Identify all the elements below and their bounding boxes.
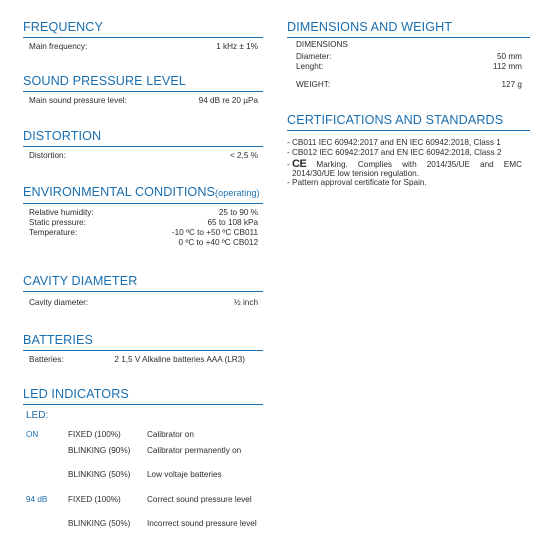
spl-label: Main sound pressure level:	[29, 96, 127, 105]
temperature-value-2: 0 ºC to +40 ºC CB012	[178, 238, 258, 247]
batteries-row	[23, 355, 263, 365]
bullet: -	[287, 138, 290, 147]
frequency-row	[23, 42, 263, 52]
led-state: ON	[26, 430, 39, 439]
led-label-row	[23, 411, 263, 423]
led-mode: FIXED (100%)	[68, 495, 121, 504]
humidity-row	[23, 208, 263, 218]
dimensions-subheading: DIMENSIONS	[296, 40, 348, 49]
led-desc: Incorrect sound pressure level	[147, 519, 257, 528]
certification-text: CB012 IEC 60942:2017 and EN IEC 60942:2018, Class 2	[292, 147, 502, 157]
ce-mark-icon: CE	[292, 158, 307, 170]
spl-section	[23, 74, 263, 106]
temperature-row-2	[23, 238, 263, 248]
led-label: LED:	[26, 410, 49, 421]
dimensions-section	[287, 20, 530, 90]
spl-row	[23, 96, 263, 106]
cavity-heading: CAVITY DIAMETER	[23, 274, 263, 292]
certification-text: CB011 IEC 60942:2017 and EN IEC 60942:2018, Class 1	[292, 138, 501, 147]
led-heading: LED INDICATORS	[23, 387, 263, 405]
humidity-value: 25 to 90 %	[218, 208, 258, 217]
distortion-label: Distortion:	[29, 151, 66, 160]
batteries-value: 2 1,5 V Alkaline batteries AAA (LR3)	[114, 355, 245, 364]
distortion-value: < 2,5 %	[230, 151, 258, 160]
distortion-heading: DISTORTION	[23, 129, 263, 147]
temperature-row	[23, 228, 263, 238]
led-section	[23, 387, 263, 529]
frequency-section	[23, 20, 263, 52]
distortion-row	[23, 151, 263, 161]
certification-item	[287, 178, 522, 188]
bullet: -	[287, 160, 290, 169]
length-value: 112 mm	[493, 62, 522, 71]
ce-text-line2: 2014/30/UE low tension regulation.	[292, 168, 419, 178]
diameter-value: 50 mm	[496, 52, 522, 61]
environment-title: ENVIRONMENTAL CONDITIONS	[23, 185, 216, 199]
spl-value: 94 dB re 20 µPa	[198, 96, 258, 105]
frequency-label: Main frequency:	[29, 42, 88, 51]
frequency-heading: FREQUENCY	[23, 20, 263, 38]
led-row	[23, 495, 263, 505]
led-row	[23, 519, 263, 529]
certifications-section	[287, 113, 530, 188]
led-mode: BLINKING (90%)	[68, 446, 131, 455]
weight-value: 127 g	[501, 80, 522, 89]
bullet: -	[287, 178, 290, 187]
led-mode: BLINKING (50%)	[68, 519, 131, 528]
led-desc: Low voltaje batteries	[147, 470, 222, 479]
batteries-heading: BATTERIES	[23, 333, 263, 351]
length-label: Lenght:	[296, 62, 324, 71]
cavity-section	[23, 274, 263, 308]
batteries-label: Batteries:	[29, 355, 64, 364]
environment-subtitle: (operating)	[215, 188, 260, 198]
pressure-label: Static pressure:	[29, 218, 86, 227]
dimensions-sub-row	[287, 40, 530, 50]
certification-item	[287, 138, 522, 148]
diameter-row	[287, 52, 530, 62]
led-desc: Correct sound pressure level	[147, 495, 252, 504]
temperature-label: Temperature:	[29, 228, 78, 237]
certification-item	[287, 148, 522, 158]
spl-heading: SOUND PRESSURE LEVEL	[23, 74, 263, 92]
ce-text-line1: Marking. Complies with 2014/35/UE and EMC	[316, 160, 522, 169]
humidity-label: Relative humidity:	[29, 208, 94, 217]
led-mode: BLINKING (50%)	[68, 470, 131, 479]
frequency-value: 1 kHz ± 1%	[216, 42, 258, 51]
dimensions-heading: DIMENSIONS AND WEIGHT	[287, 20, 530, 38]
pressure-row	[23, 218, 263, 228]
led-row	[23, 430, 263, 440]
cavity-value: ½ inch	[233, 298, 258, 307]
weight-label: WEIGHT:	[296, 80, 331, 89]
cavity-row	[23, 298, 263, 308]
cavity-label: Cavity diameter:	[29, 298, 89, 307]
certification-item	[287, 160, 522, 178]
led-row	[23, 470, 263, 480]
pressure-value: 65 to 108 kPa	[207, 218, 258, 227]
led-mode: FIXED (100%)	[68, 430, 121, 439]
batteries-section	[23, 333, 263, 365]
bullet: -	[287, 147, 290, 157]
certifications-list	[287, 138, 530, 188]
environment-section	[23, 185, 263, 248]
led-state: 94 dB	[26, 495, 48, 504]
certification-text: Pattern approval certificate for Spain.	[292, 178, 427, 187]
weight-row	[287, 80, 530, 90]
led-row	[23, 446, 263, 456]
certifications-heading: CERTIFICATIONS AND STANDARDS	[287, 113, 530, 131]
length-row	[287, 62, 530, 72]
temperature-value-1: -10 ºC to +50 ºC CB011	[171, 228, 258, 237]
environment-heading	[23, 185, 263, 204]
diameter-label: Diameter:	[296, 52, 332, 61]
distortion-section	[23, 129, 263, 161]
led-desc: Calibrator permanently on	[147, 446, 242, 455]
led-desc: Calibrator on	[147, 430, 194, 439]
